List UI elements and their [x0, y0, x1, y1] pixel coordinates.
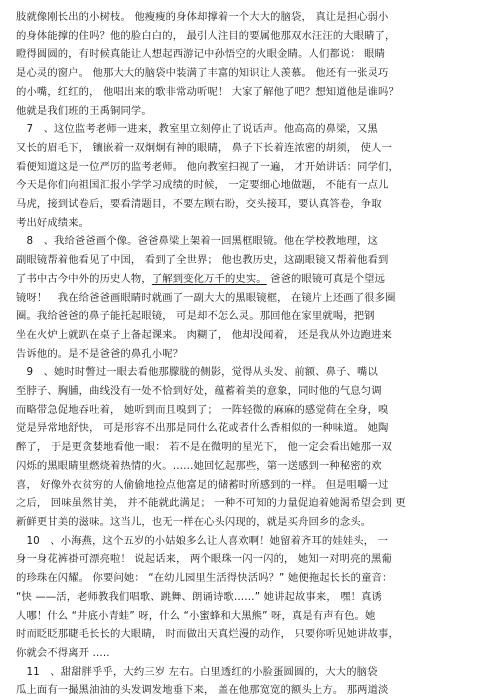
paragraph-8: [16, 232, 486, 363]
text-line: 坐在火炉上就趴在桌子上备起课来。 肉糊了， 他却没闻着， 还是我从外边跑进来: [16, 328, 392, 341]
text-line: 瓜上面有一撮黑油油的头发调发地垂下来， 盖在他那宽宽的额头上方。 那两道淡: [16, 684, 389, 697]
paragraph-7: [16, 120, 486, 232]
text-line: 至脖子、胸脯，曲线没有一处不恰到好处，蕴蓄着美的意象，同时他的气息匀调: [16, 385, 382, 398]
paragraph-9: [16, 363, 486, 531]
text-line: “快 ——活，老师教我们唱歌、跳舞、朗诵诗歌……” 她讲起故事来， 嘿！真诱: [16, 590, 382, 603]
text-line: 之后， 回味虽然甘美， 并不能就此满足； 一种不可知的力量促迫着她渴希望会到 更: [16, 497, 406, 510]
text-line: [16, 270, 486, 289]
text-line: 看便知道这是一位严厉的监考老师。 他向教室扫视了一遍， 才开始讲话：同学们，: [16, 160, 399, 173]
text-line: [16, 289, 486, 308]
text-line: 的珍珠在闪耀。 你要问她： “在幼儿园里生活得快活吗？” 她便拖起长长的童音：: [16, 572, 393, 585]
paragraph-6-tail: [16, 8, 486, 120]
text-line: 9 、她时时瞥过一眼去看他那朦胧的侧影，觉得从头发、前额、鼻子、嘴以: [16, 366, 378, 379]
text-line: 瞪得圆圆的，有时候真能让人想起西游记中孙悟空的火眼金睛。人们都说： 眼睛: [16, 48, 386, 61]
text-line: 7 、这位监考老师一进来，教室里立刻停止了说话声。他高高的鼻梁，又黑: [16, 123, 378, 136]
text-line: 闪烁的黑眼睛里燃烧着热情的火。……她回忆起那些，第一送感到一种秘密的欢: [16, 459, 382, 472]
text-line: 而略带急促地吞吐着， 她听到而且嗅到了； 一阵轻微的麻麻的感觉荷在全身，嗅: [16, 403, 389, 416]
text-line: 喜， 好像外衣贫穷的人偷偷地捡点他富足的储蓄时所感到的一样。 但是咀嚼一过: [16, 478, 389, 491]
paragraph-11: [16, 663, 486, 700]
text-line: 马虎，接到试卷后，要看清题目，不要左顾右盼，交头接耳，要认真答卷，争取: [16, 198, 382, 211]
text-line: 是心灵的窗户。 他那大大的脑袋中装满了丰富的知识让人羡慕。 他还有一张灵巧: [16, 67, 389, 80]
text-line: 告诉他的。是不是爸爸的鼻孔小呢？: [16, 347, 184, 360]
text-segment: 我在给爸爸画眼睛时就画了一副大大的黑眼镜框， 在镜片上还画了很多圈: [47, 291, 396, 304]
text-line: 的小嘴，红红的， 他唱出来的歌非常动听呢！ 大家了解他了吧？想知道他是谁吗？: [16, 85, 399, 98]
text-line: 你就会不得离开 .....: [16, 646, 110, 659]
text-line: 8 、我给爸爸画个像。爸爸鼻梁上架着一回黑框眼镜。他在学校教地理，这: [16, 235, 378, 248]
text-line: 他就是我们班的王禹铜同学。: [16, 104, 152, 117]
text-line: 的身体能撑的住吗？他的脸白白的， 最引人注目的要属他那双水汪汪的大眼睛了，: [16, 29, 396, 42]
text-line: 醉了， 于是更贪婪地看他一眼： 若不是在微明的星光下， 他一定会看出她那一双: [16, 441, 392, 454]
text-line: 身一身花裤褂可漂亮啦！ 说起话来， 两个眼珠一闪一闪的， 她知一对明亮的黑葡: [16, 553, 392, 566]
text-line: 今天是你们向祖国汇报小学学习成绩的时候， 一定要细心地做题， 不能有一点儿: [16, 179, 389, 192]
underlined-phrase: 了解到变化万千的史实。: [151, 272, 267, 285]
text-segment: 爸爸的眼镜可真是个望远: [266, 272, 386, 285]
text-line: 11 、甜甜胖乎乎，大约三岁 左右。白里透红的小脸蛋圆圆的，大大的脑袋: [16, 665, 378, 678]
paragraph-10: [16, 532, 486, 663]
text-line: 圈。我给爸爸的鼻子能托起眼镜， 可是却不怎么灵。那回他在家里就喝，把钢: [16, 310, 375, 323]
text-segment: 了书中古今中外的历史人物，: [16, 272, 152, 285]
text-line: 人哪！什么 “井底小青蛙” 呀，什么 “小蜜蜂和大黑熊” 呀，真是有声有色。她: [16, 609, 376, 622]
text-line: 10 、小海燕，这个五岁的小姑娘多么让人喜欢啊！她留着齐耳的娃娃头， 一: [16, 534, 389, 547]
text-line: 副眼镜帮着他看见了中国， 看到了全世界； 他也教历史，这副眼镜又帮着他看到: [16, 254, 389, 267]
text-line: 觉是异常地舒快， 可是形容不出那是同什么花或者什么香相似的一种味道。 她陶: [16, 422, 389, 435]
text-line: 新鲜更甘美的滋味。这当儿，也无一样在心头闪现的，就是买舟回乡的念头。: [16, 515, 372, 528]
text-segment: 镜呀！: [16, 291, 48, 304]
text-line: 时而眨眨那睫毛长长的大眼睛， 时而做出天真烂漫的动作， 只要你听见她讲故事，: [16, 628, 399, 641]
text-line: 肢就像刚长出的小树枝。 他瘦瘦的身体却撑着一个大大的脑袋， 真让是担心弱小: [16, 11, 389, 23]
text-line: 又长的眉毛下， 镶嵌着一双炯炯有神的眼睛， 鼻子下长着连浓密的胡须， 使人一: [16, 141, 392, 154]
text-line: 考出好成绩来。: [16, 216, 90, 229]
